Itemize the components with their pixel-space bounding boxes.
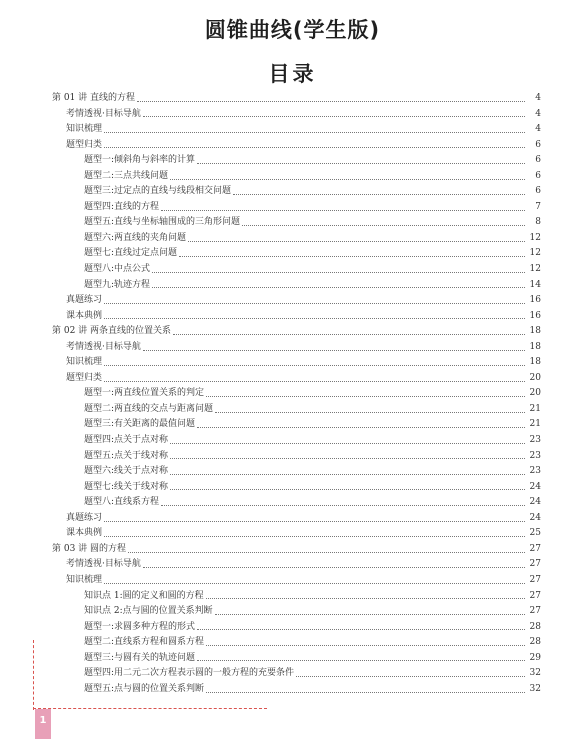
- toc-entry-label: 第 01 讲 直线的方程: [52, 93, 136, 103]
- dot-leader: [197, 659, 525, 661]
- toc-entry-label: 题型归类: [66, 372, 103, 383]
- toc-entry-page-number: 4: [535, 93, 541, 103]
- toc-entry-page-number: 8: [535, 217, 541, 228]
- dot-leader: [197, 426, 525, 428]
- dot-leader: [215, 613, 525, 615]
- toc-subsection-entry[interactable]: [0, 682, 585, 698]
- toc-entry-label: 题型一:倾斜角与斜率的计算: [84, 155, 196, 166]
- toc-entry-page-number: 18: [529, 357, 541, 368]
- dot-leader: [170, 178, 525, 180]
- toc-entry-label: 真题练习: [66, 295, 103, 306]
- toc-entry-page-number: 18: [529, 326, 541, 337]
- toc-section-entry[interactable]: [0, 340, 585, 356]
- toc-entry-page-number: 32: [529, 683, 541, 694]
- toc-entry-page-number: 23: [529, 450, 541, 461]
- toc-entry-page-number: 27: [529, 574, 541, 585]
- toc-entry-label: 题型七:直线过定点问题: [84, 248, 178, 259]
- toc-entry-page-number: 14: [529, 279, 541, 290]
- toc-subsection-entry[interactable]: [0, 402, 585, 418]
- toc-entry-page-number: 27: [529, 606, 541, 617]
- toc-section-entry[interactable]: [0, 371, 585, 387]
- toc-entry-page-number: 28: [529, 637, 541, 648]
- page-number-badge: 1: [35, 709, 51, 739]
- toc-entry-page-number: 12: [529, 248, 541, 259]
- toc-entry-label: 题型五:点关于线对称: [84, 450, 169, 461]
- toc-section-entry[interactable]: [0, 526, 585, 542]
- toc-subsection-entry[interactable]: [0, 417, 585, 433]
- toc-entry-label: 考情透视·目标导航: [66, 341, 141, 352]
- toc-section-entry[interactable]: [0, 557, 585, 573]
- toc-entry-label: 题型八:直线系方程: [84, 497, 160, 508]
- toc-entry-page-number: 12: [529, 232, 541, 243]
- toc-entry-page-number: 25: [529, 528, 541, 539]
- toc-subsection-entry[interactable]: [0, 386, 585, 402]
- dot-leader: [104, 520, 525, 522]
- toc-entry-label: 真题练习: [66, 512, 103, 523]
- toc-entry-label: 题型六:两直线的夹角问题: [84, 232, 187, 243]
- dot-leader: [104, 380, 525, 382]
- toc-entry-page-number: 20: [529, 388, 541, 399]
- toc-entry-page-number: 6: [535, 186, 541, 197]
- dot-leader: [152, 286, 525, 288]
- toc-subsection-entry[interactable]: [0, 449, 585, 465]
- toc-entry-label: 题型三:与圆有关的轨迹问题: [84, 652, 196, 663]
- toc-entry-page-number: 24: [529, 497, 541, 508]
- toc-subsection-entry[interactable]: [0, 635, 585, 651]
- dot-leader: [242, 224, 525, 226]
- toc-subsection-entry[interactable]: [0, 433, 585, 449]
- table-of-contents: [0, 91, 585, 697]
- toc-section-entry[interactable]: [0, 355, 585, 371]
- toc-entry-label: 知识梳理: [66, 574, 103, 585]
- toc-subsection-entry[interactable]: [0, 604, 585, 620]
- toc-section-entry[interactable]: [0, 138, 585, 154]
- dot-leader: [179, 255, 525, 257]
- toc-chapter-entry[interactable]: [0, 542, 585, 558]
- toc-heading: 目录: [268, 62, 317, 86]
- toc-subsection-entry[interactable]: [0, 620, 585, 636]
- toc-section-entry[interactable]: [0, 511, 585, 527]
- toc-entry-page-number: 7: [535, 201, 541, 212]
- dot-leader: [170, 488, 525, 490]
- toc-entry-page-number: 21: [529, 403, 541, 414]
- dot-leader: [128, 551, 525, 553]
- dot-leader: [233, 193, 525, 195]
- toc-entry-label: 第 02 讲 两条直线的位置关系: [52, 326, 172, 337]
- dot-leader: [170, 442, 525, 444]
- dot-leader: [152, 271, 525, 273]
- dot-leader: [143, 566, 525, 568]
- toc-entry-page-number: 27: [529, 543, 541, 554]
- toc-entry-label: 第 03 讲 圆的方程: [52, 543, 127, 554]
- toc-subsection-entry[interactable]: [0, 651, 585, 667]
- toc-entry-label: 题型一:两直线位置关系的判定: [84, 388, 205, 399]
- toc-entry-page-number: 29: [529, 652, 541, 663]
- toc-entry-page-number: 24: [529, 512, 541, 523]
- toc-subsection-entry[interactable]: [0, 464, 585, 480]
- dot-leader: [188, 240, 525, 242]
- toc-subsection-entry[interactable]: [0, 262, 585, 278]
- toc-subsection-entry[interactable]: [0, 480, 585, 496]
- dot-leader: [215, 411, 525, 413]
- toc-entry-page-number: 28: [529, 621, 541, 632]
- dot-leader: [143, 115, 525, 117]
- toc-subsection-entry[interactable]: [0, 589, 585, 605]
- dot-leader: [104, 535, 525, 537]
- dot-leader: [206, 691, 525, 693]
- toc-entry-label: 题型四:直线的方程: [84, 201, 160, 212]
- dot-leader: [104, 582, 525, 584]
- toc-subsection-entry[interactable]: [0, 495, 585, 511]
- toc-subsection-entry[interactable]: [0, 200, 585, 216]
- toc-entry-label: 知识点 2:点与圆的位置关系判断: [84, 606, 213, 617]
- toc-entry-label: 题型五:点与圆的位置关系判断: [84, 683, 205, 694]
- page-frame-vertical-divider: [33, 640, 34, 710]
- dot-leader: [170, 473, 525, 475]
- toc-entry-label: 知识梳理: [66, 357, 103, 368]
- toc-subsection-entry[interactable]: [0, 231, 585, 247]
- toc-entry-label: 题型归类: [66, 139, 103, 150]
- toc-entry-page-number: 21: [529, 419, 541, 430]
- toc-subsection-entry[interactable]: [0, 278, 585, 294]
- dot-leader: [104, 364, 525, 366]
- dot-leader: [161, 209, 525, 211]
- toc-entry-label: 题型五:直线与坐标轴围成的三角形问题: [84, 217, 241, 228]
- toc-entry-label: 题型七:线关于线对称: [84, 481, 169, 492]
- toc-entry-page-number: 6: [535, 155, 541, 166]
- toc-entry-page-number: 6: [535, 170, 541, 181]
- toc-entry-label: 题型八:中点公式: [84, 264, 151, 275]
- toc-section-entry[interactable]: [0, 122, 585, 138]
- toc-entry-label: 题型一:求圆多种方程的形式: [84, 621, 196, 632]
- toc-entry-page-number: 16: [529, 295, 541, 306]
- dot-leader: [173, 333, 525, 335]
- toc-entry-label: 题型二:三点共线问题: [84, 170, 169, 181]
- dot-leader: [143, 349, 525, 351]
- toc-entry-page-number: 24: [529, 481, 541, 492]
- toc-entry-page-number: 4: [535, 108, 541, 119]
- toc-entry-label: 课本典例: [66, 528, 103, 539]
- dot-leader: [104, 146, 525, 148]
- dot-leader: [161, 504, 525, 506]
- toc-subsection-entry[interactable]: [0, 169, 585, 185]
- toc-entry-label: 题型四:点关于点对称: [84, 435, 169, 446]
- dot-leader: [206, 644, 525, 646]
- toc-entry-page-number: 27: [529, 590, 541, 601]
- toc-entry-page-number: 32: [529, 668, 541, 679]
- toc-subsection-entry[interactable]: [0, 246, 585, 262]
- page-frame-horizontal-divider: [33, 708, 267, 709]
- dot-leader: [104, 131, 525, 133]
- dot-leader: [137, 100, 525, 102]
- toc-entry-label: 课本典例: [66, 310, 103, 321]
- toc-section-entry[interactable]: [0, 573, 585, 589]
- dot-leader: [206, 597, 525, 599]
- toc-entry-label: 题型六:线关于点对称: [84, 466, 169, 477]
- document-title: 圆锥曲线(学生版): [204, 18, 381, 42]
- toc-subsection-entry[interactable]: [0, 153, 585, 169]
- toc-entry-page-number: 23: [529, 435, 541, 446]
- toc-subsection-entry[interactable]: [0, 184, 585, 200]
- dot-leader: [206, 395, 525, 397]
- toc-entry-label: 考情透视·目标导航: [66, 559, 141, 570]
- toc-entry-page-number: 6: [535, 139, 541, 150]
- toc-section-entry[interactable]: [0, 293, 585, 309]
- toc-chapter-entry[interactable]: [0, 91, 585, 107]
- toc-entry-label: 考情透视·目标导航: [66, 108, 141, 119]
- toc-subsection-entry[interactable]: [0, 666, 585, 682]
- toc-entry-label: 题型二:两直线的交点与距离问题: [84, 403, 214, 414]
- toc-entry-page-number: 4: [535, 124, 541, 135]
- dot-leader: [197, 628, 525, 630]
- toc-entry-page-number: 12: [529, 264, 541, 275]
- toc-entry-label: 题型三:有关距离的最值问题: [84, 419, 196, 430]
- toc-entry-page-number: 23: [529, 466, 541, 477]
- toc-entry-page-number: 27: [529, 559, 541, 570]
- toc-chapter-entry[interactable]: [0, 324, 585, 340]
- toc-entry-label: 题型九:轨迹方程: [84, 279, 151, 290]
- dot-leader: [104, 302, 525, 304]
- toc-entry-label: 知识梳理: [66, 124, 103, 135]
- toc-subsection-entry[interactable]: [0, 215, 585, 231]
- dot-leader: [197, 162, 525, 164]
- dot-leader: [296, 675, 525, 677]
- toc-entry-page-number: 18: [529, 341, 541, 352]
- toc-entry-label: 题型四:用二元二次方程表示圆的一般方程的充要条件: [84, 668, 295, 679]
- dot-leader: [170, 457, 525, 459]
- toc-entry-page-number: 16: [529, 310, 541, 321]
- toc-entry-page-number: 20: [529, 372, 541, 383]
- toc-entry-label: 题型二:直线系方程和圆系方程: [84, 637, 205, 648]
- dot-leader: [104, 317, 525, 319]
- toc-entry-label: 知识点 1:圆的定义和圆的方程: [84, 590, 204, 601]
- toc-section-entry[interactable]: [0, 107, 585, 123]
- toc-entry-label: 题型三:过定点的直线与线段相交问题: [84, 186, 232, 197]
- toc-section-entry[interactable]: [0, 309, 585, 325]
